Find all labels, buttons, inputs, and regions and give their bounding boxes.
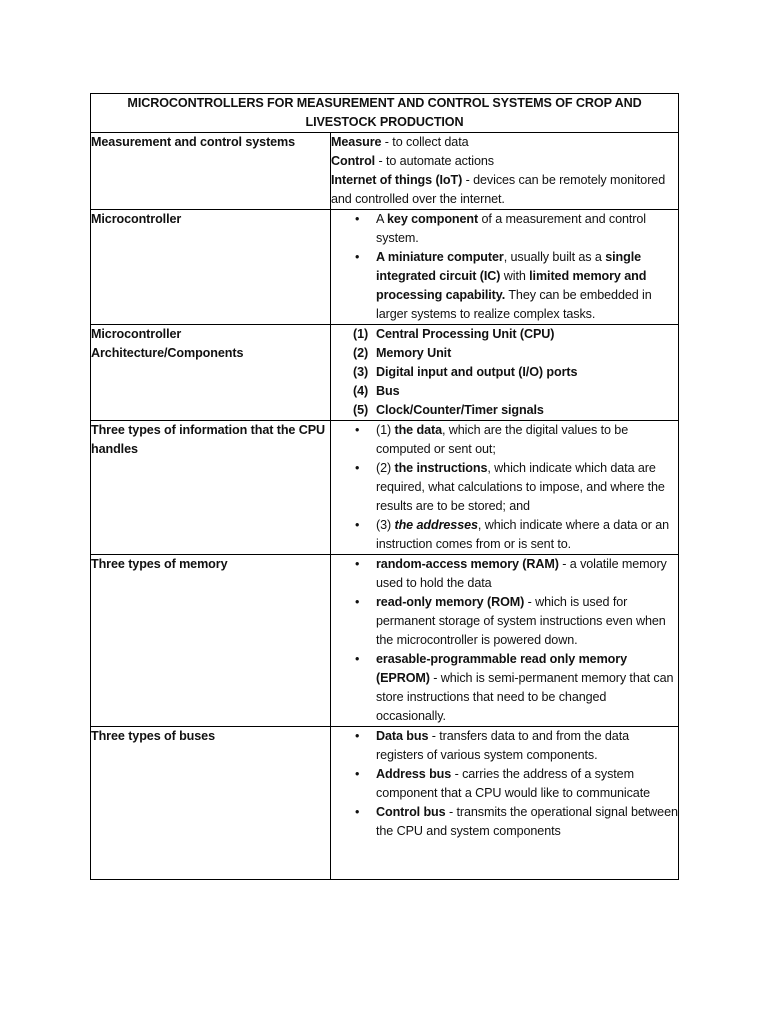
text-fragment: - which is used for permanent storage of system instructions even when the microcontroller is powered down. [376, 595, 666, 647]
table-row [91, 133, 679, 210]
item-text: Memory Unit [376, 346, 452, 360]
row-content-memory-types [331, 555, 679, 727]
bold-fragment: A miniature computer [376, 250, 504, 264]
list-item [331, 421, 678, 459]
bold-fragment: Control bus [376, 805, 446, 819]
row-content-bus-types [331, 727, 679, 880]
bold-fragment: random-access memory (RAM) [376, 557, 559, 571]
list-item [331, 325, 678, 344]
control-line [331, 152, 678, 171]
row-label-architecture: Microcontroller Architecture/Components [91, 325, 331, 421]
item-text: Clock/Counter/Timer signals [376, 403, 544, 417]
bold-fragment: Address bus [376, 767, 452, 781]
list-item [331, 401, 678, 420]
text-fragment: , which indicate which data are required, what calculations to impose, and where the results are to be stored; and [376, 461, 665, 513]
iot-desc: - devices can be remotely monitored and controlled over the internet. [331, 173, 666, 206]
bold-fragment: limited memory and processing capability. [376, 269, 647, 302]
text-fragment: - a volatile memory used to hold the data [376, 557, 667, 590]
list-item [331, 210, 678, 248]
bold-fragment: key component [387, 212, 479, 226]
item-text: Digital input and output (I/O) ports [376, 365, 578, 379]
row-label-info-types: Three types of information that the CPU handles [91, 421, 331, 555]
memory-types-list [331, 555, 678, 726]
item-number: (3) [353, 365, 369, 379]
info-types-list [331, 421, 678, 554]
text-fragment: (3) [376, 518, 395, 532]
bold-fragment: read-only memory (ROM) [376, 595, 525, 609]
item-text: Central Processing Unit (CPU) [376, 327, 555, 341]
item-number: (2) [353, 346, 369, 360]
list-item [331, 765, 678, 803]
list-item [331, 516, 678, 554]
control-term: Control [331, 154, 376, 168]
list-item [331, 650, 678, 726]
bold-fragment: the instructions [394, 461, 488, 475]
text-fragment: - transmits the operational signal between the CPU and system components [376, 805, 678, 838]
bold-fragment: erasable-programmable read only memory (EPROM) [376, 652, 627, 685]
text-fragment: of a measurement and control system. [376, 212, 647, 245]
list-item [331, 803, 678, 841]
text-fragment: , usually built as a [503, 250, 606, 264]
text-fragment: - transfers data to and from the data registers of various system components. [376, 729, 629, 762]
row-content-measurement [331, 133, 679, 210]
row-label-bus-types: Three types of buses [91, 727, 331, 880]
list-item [331, 382, 678, 401]
text-fragment: , which are the digital values to be computed or sent out; [376, 423, 629, 456]
item-number: (4) [353, 384, 369, 398]
item-number: (5) [353, 403, 369, 417]
row-content-info-types [331, 421, 679, 555]
table-row [91, 325, 679, 421]
list-item [331, 593, 678, 650]
text-fragment: (1) [376, 423, 395, 437]
bold-fragment: the data [394, 423, 442, 437]
item-number: (1) [353, 327, 369, 341]
measure-term: Measure [331, 135, 382, 149]
table-row [91, 727, 679, 880]
row-content-architecture [331, 325, 679, 421]
table-row [91, 555, 679, 727]
row-label-microcontroller: Microcontroller [91, 210, 331, 325]
bus-types-list [331, 727, 678, 841]
microcontroller-list [331, 210, 678, 324]
row-label-memory-types: Three types of memory [91, 555, 331, 727]
measure-line [331, 133, 678, 152]
summary-table [90, 93, 679, 880]
iot-line [331, 171, 678, 209]
row-label-measurement: Measurement and control systems [91, 133, 331, 210]
text-fragment: - carries the address of a system component that a CPU would like to communicate [376, 767, 651, 800]
text-fragment: , which indicate where a data or an instruction comes from or is sent to. [376, 518, 670, 551]
list-item [331, 363, 678, 382]
list-item [331, 555, 678, 593]
list-item [331, 344, 678, 363]
text-fragment: - which is semi-permanent memory that can store instructions that need to be changed occasionally. [376, 671, 674, 723]
text-fragment: (2) [376, 461, 395, 475]
table-title: MICROCONTROLLERS FOR MEASUREMENT AND CONTROL SYSTEMS OF CROP AND LIVESTOCK PRODUCTION [91, 94, 679, 133]
list-item [331, 459, 678, 516]
architecture-list [331, 325, 678, 420]
list-item [331, 727, 678, 765]
row-content-microcontroller [331, 210, 679, 325]
iot-term: Internet of things (IoT) [331, 173, 463, 187]
text-fragment: with [500, 269, 530, 283]
table-row [91, 210, 679, 325]
table-row [91, 421, 679, 555]
bold-fragment: single integrated circuit (IC) [376, 250, 642, 283]
item-text: Bus [376, 384, 400, 398]
text-fragment: A [376, 212, 388, 226]
table-title-row [91, 94, 679, 133]
list-item [331, 248, 678, 324]
control-desc: - to automate actions [375, 154, 494, 168]
bold-fragment: Data bus [376, 729, 429, 743]
bold-italic-fragment: the addresses [394, 518, 478, 532]
measure-desc: - to collect data [381, 135, 469, 149]
text-fragment: They can be embedded in larger systems to realize complex tasks. [376, 288, 652, 321]
